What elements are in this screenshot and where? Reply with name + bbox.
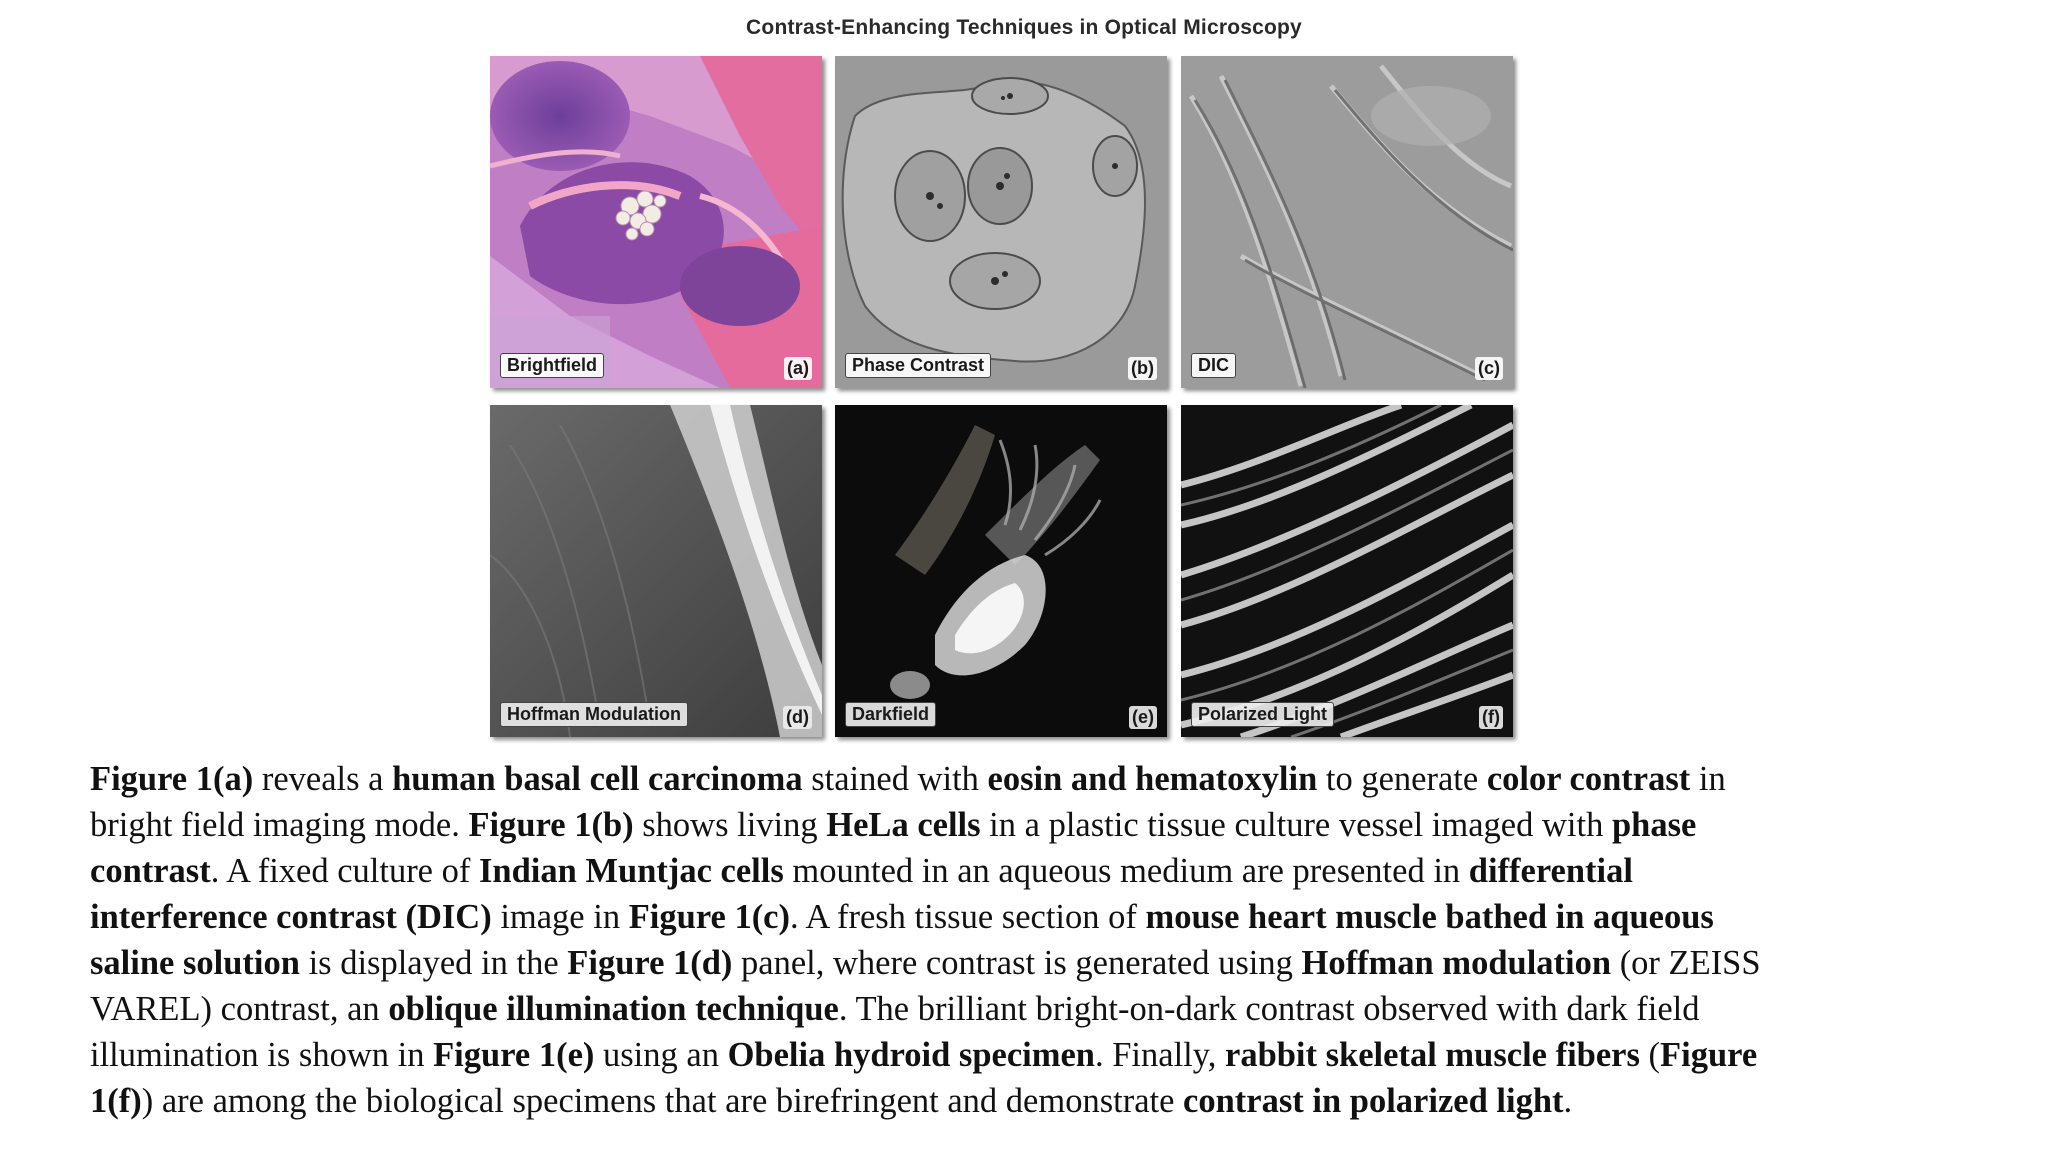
caption-text: mounted in an aqueous medium are presented in [783,852,1469,890]
caption-text: . Finally, [1094,1036,1225,1074]
figure-title: Contrast-Enhancing Techniques in Optical Microscopy [746,16,1302,39]
caption-text: using an [594,1036,728,1074]
panel-darkfield [835,405,1167,737]
panel-label: Polarized Light [1191,702,1334,727]
figure-caption [90,756,1970,1124]
panel-letter: (b) [1128,357,1157,380]
caption-bold-text: saline solution [90,944,300,982]
caption-text: is displayed in the [299,944,568,982]
caption-text: image in [491,898,629,936]
caption-text: ) are among the biological specimens that are birefringent and demonstrate [141,1082,1184,1120]
panel-polarized-light [1181,405,1513,737]
panel-label: Hoffman Modulation [500,702,688,727]
caption-text: shows living [633,806,827,844]
caption-text: panel, where contrast is generated using [732,944,1302,982]
panel-label: Phase Contrast [845,353,991,378]
caption-bold-text: color contrast [1486,760,1691,798]
caption-text: illumination is shown in [90,1036,434,1074]
caption-line [90,940,1970,986]
caption-text: (or ZEISS [1611,944,1761,982]
caption-line [90,1032,1970,1078]
caption-text: to generate [1317,760,1487,798]
caption-text: in a plastic tissue culture vessel imaged with [980,806,1612,844]
caption-bold-text: oblique illumination technique [388,990,839,1028]
caption-text: . The brilliant bright-on-dark contrast observed with dark field [838,990,1700,1028]
caption-bold-text: Figure [1660,1036,1758,1074]
caption-bold-text: rabbit skeletal muscle fibers [1225,1036,1640,1074]
panel-letter: (f) [1479,706,1503,729]
brightfield-carcinoma-micrograph [490,56,822,388]
caption-bold-text: Hoffman modulation [1301,944,1612,982]
caption-text: stained with [802,760,988,798]
caption-bold-text: mouse heart muscle bathed in aqueous [1145,898,1714,936]
panel-hoffman-modulation [490,405,822,737]
caption-text: bright field imaging mode. [90,806,469,844]
caption-bold-text: HeLa cells [826,806,981,844]
caption-bold-text: phase [1611,806,1697,844]
caption-bold-text: contrast [90,852,211,890]
panel-dic [1181,56,1513,388]
panel-letter: (c) [1475,357,1503,380]
caption-bold-text: differential [1468,852,1633,890]
phase-contrast-hela-cells-micrograph [835,56,1167,388]
caption-bold-text: Obelia hydroid specimen [727,1036,1095,1074]
dic-muntjac-cells-micrograph [1181,56,1513,388]
caption-text: VAREL) contrast, an [90,990,389,1028]
micrograph-grid [490,56,1513,738]
caption-text: reveals a [253,760,393,798]
panel-label: DIC [1191,353,1236,378]
hoffman-heart-muscle-micrograph [490,405,822,737]
caption-text: . A fixed culture of [210,852,479,890]
caption-text: . [1563,1082,1573,1120]
caption-line [90,848,1970,894]
panel-letter: (e) [1129,706,1157,729]
caption-line [90,894,1970,940]
panel-brightfield [490,56,822,388]
caption-line [90,986,1970,1032]
panel-letter: (d) [783,706,812,729]
caption-bold-text: 1(f) [90,1082,142,1120]
caption-bold-text: Figure 1(a) [90,760,254,798]
caption-bold-text: Figure 1(b) [468,806,634,844]
caption-bold-text: contrast in polarized light [1183,1082,1564,1120]
polarized-light-skeletal-muscle-micrograph [1181,405,1513,737]
caption-text: in [1690,760,1726,798]
panel-label: Darkfield [845,702,936,727]
panel-label: Brightfield [500,353,604,378]
darkfield-obelia-hydroid-micrograph [835,405,1167,737]
panel-phase-contrast [835,56,1167,388]
caption-text: . A fresh tissue section of [789,898,1146,936]
caption-bold-text: eosin and hematoxylin [987,760,1318,798]
caption-bold-text: human basal cell carcinoma [392,760,803,798]
panel-letter: (a) [784,357,812,380]
caption-line [90,802,1970,848]
caption-bold-text: Figure 1(c) [628,898,790,936]
caption-bold-text: Indian Muntjac cells [479,852,784,890]
caption-line [90,756,1970,802]
caption-bold-text: Figure 1(d) [567,944,733,982]
caption-bold-text: interference contrast (DIC) [90,898,492,936]
caption-text: ( [1639,1036,1661,1074]
caption-line [90,1078,1970,1124]
caption-bold-text: Figure 1(e) [433,1036,595,1074]
